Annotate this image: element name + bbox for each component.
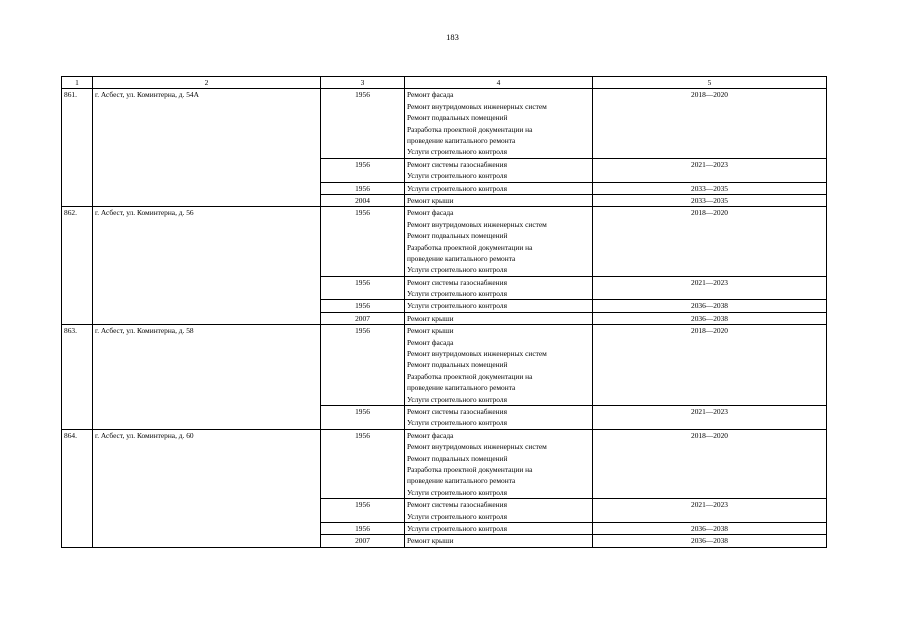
repair-work-item: Ремонт внутридомовых инженерных систем	[407, 219, 547, 229]
repair-period: 2036—2038	[593, 312, 827, 324]
building-address: г. Асбест, ул. Коминтерна, д. 54А	[93, 89, 321, 207]
column-header: 4	[405, 77, 593, 89]
repair-period: 2036—2038	[593, 300, 827, 312]
table-row	[62, 89, 827, 158]
repair-work-item: Услуги строительного контроля	[407, 523, 507, 533]
commission-year: 1956	[321, 499, 405, 523]
repair-work-item: Ремонт системы газоснабжения	[407, 277, 507, 287]
repair-works	[405, 158, 593, 182]
repair-work-item: Разработка проектной документации на	[407, 371, 533, 381]
repair-period: 2021—2023	[593, 158, 827, 182]
repair-work-item: Услуги строительного контроля	[407, 183, 507, 193]
repair-work-item: Услуги строительного контроля	[407, 418, 507, 428]
repair-work-item: Услуги строительного контроля	[407, 265, 507, 275]
repair-period: 2021—2023	[593, 406, 827, 430]
commission-year: 1956	[321, 300, 405, 312]
repair-work-item: Ремонт крыши	[407, 536, 454, 546]
repair-period: 2036—2038	[593, 535, 827, 547]
repair-work-item: Ремонт подвальных помещений	[407, 453, 508, 463]
repair-period: 2021—2023	[593, 499, 827, 523]
repair-work-item: Разработка проектной документации на	[407, 124, 533, 134]
repair-work-item: Ремонт фасада	[407, 430, 454, 440]
repair-work-item: Ремонт крыши	[407, 326, 454, 336]
repair-work-item: Ремонт крыши	[407, 313, 454, 323]
entry-number: 863.	[62, 325, 93, 430]
repair-work-item: Ремонт фасада	[407, 208, 454, 218]
repair-work-item: Услуги строительного контроля	[407, 289, 507, 299]
commission-year: 2007	[321, 535, 405, 547]
repair-works	[405, 325, 593, 406]
repair-work-item: Услуги строительного контроля	[407, 487, 507, 497]
repair-period: 2033—2035	[593, 182, 827, 194]
repair-work-item: Ремонт фасада	[407, 337, 454, 347]
repair-work-item: проведение капитального ремонта	[407, 476, 516, 486]
commission-year: 1956	[321, 406, 405, 430]
repair-period: 2033—2035	[593, 194, 827, 206]
commission-year: 1956	[321, 158, 405, 182]
repair-work-item: Ремонт подвальных помещений	[407, 231, 508, 241]
repair-work-item: Ремонт крыши	[407, 195, 454, 205]
repair-period: 2018—2020	[593, 207, 827, 276]
repair-work-item: Ремонт системы газоснабжения	[407, 407, 507, 417]
repair-works	[405, 312, 593, 324]
repair-period: 2036—2038	[593, 522, 827, 534]
repair-works	[405, 499, 593, 523]
repair-works	[405, 207, 593, 276]
repair-period: 2021—2023	[593, 276, 827, 300]
repair-work-item: Разработка проектной документации на	[407, 242, 533, 252]
table-body	[62, 89, 827, 547]
repair-work-item: Ремонт внутридомовых инженерных систем	[407, 349, 547, 359]
repair-works	[405, 276, 593, 300]
repair-works	[405, 535, 593, 547]
table-row	[62, 207, 827, 276]
page-number: 183	[446, 32, 459, 42]
commission-year: 1956	[321, 325, 405, 406]
repair-work-item: проведение капитального ремонта	[407, 253, 516, 263]
commission-year: 2007	[321, 312, 405, 324]
column-header: 2	[93, 77, 321, 89]
entry-number: 862.	[62, 207, 93, 325]
repair-period: 2018—2020	[593, 429, 827, 498]
repair-work-item: Ремонт подвальных помещений	[407, 360, 508, 370]
commission-year: 1956	[321, 429, 405, 498]
column-header: 5	[593, 77, 827, 89]
commission-year: 1956	[321, 89, 405, 158]
repair-works	[405, 522, 593, 534]
repair-works	[405, 429, 593, 498]
repair-works	[405, 194, 593, 206]
repair-works	[405, 300, 593, 312]
building-address: г. Асбест, ул. Коминтерна, д. 58	[93, 325, 321, 430]
repair-work-item: Услуги строительного контроля	[407, 301, 507, 311]
entry-number: 864.	[62, 429, 93, 547]
repair-work-item: Ремонт внутридомовых инженерных систем	[407, 442, 547, 452]
header-row	[62, 77, 827, 89]
repair-work-item: Услуги строительного контроля	[407, 147, 507, 157]
repair-work-item: Ремонт системы газоснабжения	[407, 159, 507, 169]
repair-work-item: Ремонт внутридомовых инженерных систем	[407, 101, 547, 111]
table-row	[62, 429, 827, 498]
entry-number: 861.	[62, 89, 93, 207]
repair-work-item: Ремонт фасада	[407, 90, 454, 100]
repair-work-item: Ремонт системы газоснабжения	[407, 500, 507, 510]
repair-work-item: проведение капитального ремонта	[407, 135, 516, 145]
commission-year: 1956	[321, 276, 405, 300]
repair-work-item: Ремонт подвальных помещений	[407, 113, 508, 123]
repair-work-item: Услуги строительного контроля	[407, 394, 507, 404]
building-address: г. Асбест, ул. Коминтерна, д. 60	[93, 429, 321, 547]
capital-repair-table	[61, 76, 827, 548]
repair-period: 2018—2020	[593, 89, 827, 158]
repair-works	[405, 89, 593, 158]
commission-year: 1956	[321, 207, 405, 276]
repair-period: 2018—2020	[593, 325, 827, 406]
commission-year: 1956	[321, 522, 405, 534]
repair-work-item: Услуги строительного контроля	[407, 171, 507, 181]
repair-work-item: Услуги строительного контроля	[407, 511, 507, 521]
repair-works	[405, 182, 593, 194]
repair-work-item: Разработка проектной документации на	[407, 464, 533, 474]
repair-work-item: проведение капитального ремонта	[407, 383, 516, 393]
column-header: 3	[321, 77, 405, 89]
building-address: г. Асбест, ул. Коминтерна, д. 56	[93, 207, 321, 325]
commission-year: 2004	[321, 194, 405, 206]
table-row	[62, 325, 827, 406]
repair-works	[405, 406, 593, 430]
commission-year: 1956	[321, 182, 405, 194]
column-header: 1	[62, 77, 93, 89]
